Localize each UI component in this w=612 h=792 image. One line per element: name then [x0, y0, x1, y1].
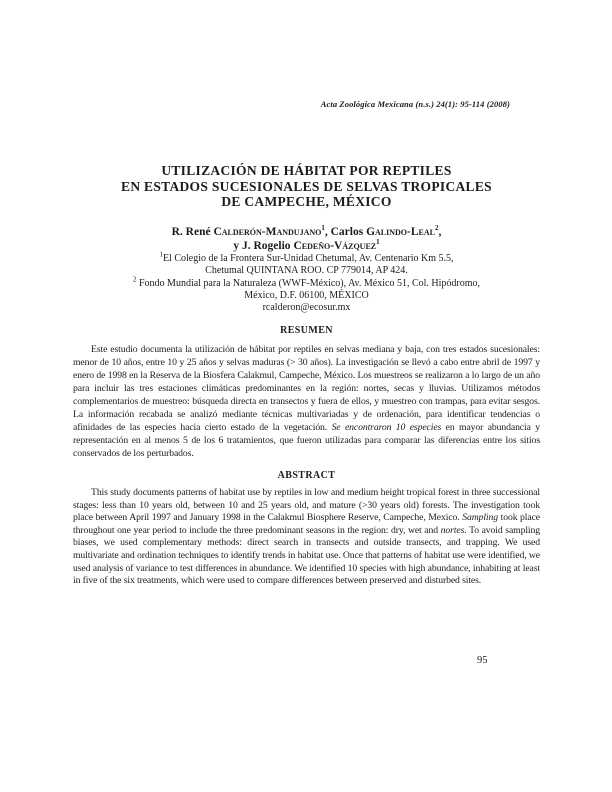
author-line-2: [73, 239, 540, 253]
title-line-2: EN ESTADOS SUCESIONALES DE SELVAS TROPICALES: [121, 178, 492, 194]
resumen-heading: RESUMEN: [280, 325, 333, 336]
journal-citation: Acta Zoológica Mexicana (n.s.) 24(1): 95-114 (2008): [320, 99, 510, 109]
author-separator: ,: [438, 226, 442, 238]
resumen-text: Este estudio documenta la utilización de hábitat por reptiles en selvas mediana y baja, con tres estados sucesionales: menor de 10 años, entre 10 y 25 años y selvas maduras (> 30 años). La investigación se llevó a cabo entre abril de 1997 y enero de 1998 en la Reserva de la Biosfera Calakmul, Campeche, México. Los muestreos se realizaron a lo largo de un año para incluir las tres estaciones climáticas predominantes en la región: nortes, secas y lluvias. Utilizamos métodos complementarios de muestreo: búsqueda directa en transectos y fuera de ellos, y muestreo con trampas, para evitar sesgos. La información recabada se analizó mediante técnicas multivariadas y de ordenación, para identificar tendencias o afinidades de las especies hacia cierto estado de la vegetación.: [73, 344, 540, 433]
author-surname: Cedeño-Vázquez: [293, 240, 377, 252]
abstract-italic-text: nortes: [440, 524, 465, 536]
affiliation-marker: 2: [132, 275, 137, 284]
affiliation-2-line-2: México, D.F. 06100, MÉXICO: [244, 289, 369, 301]
author-first-name: y J. Rogelio: [233, 240, 294, 252]
affiliation-marker: 1: [376, 238, 380, 247]
paper-title: [73, 163, 540, 210]
affiliation-text: Fondo Mundial para la Naturaleza (WWF-México), Av. México 51, Col. Hipódromo,: [136, 277, 481, 289]
author-list: [73, 225, 540, 253]
journal-header: [73, 99, 540, 109]
author-line-1: [73, 225, 540, 239]
affiliation-marker: 1: [321, 224, 325, 233]
affiliation-marker: 2: [434, 224, 439, 233]
author-first-name: R. René: [171, 226, 214, 238]
abstract-paragraph: [73, 487, 540, 588]
abstract-text: took place throughout one year period to include the three predominant seasons in the region: dry, wet and: [73, 512, 540, 536]
abstract-heading: ABSTRACT: [277, 470, 336, 481]
resumen-italic-text: Se encontraron 10 especies: [331, 422, 442, 433]
resumen-text: en mayor abundancia y representación en al menos 5 de los 6 tratamientos, que fueron utilizadas para comparar las diferencias entre los sitios conservados de los perturbados.: [73, 422, 540, 459]
abstract-italic-text: Sampling: [462, 512, 499, 524]
abstract-text: This study documents patterns of habitat use by reptiles in low and medium height tropical forest in three successional stages: less than 10 years old, between 10 and 25 years old, and mature (>30 years old) forests. The investigation took place between April 1997 and January 1998 in the Calakmul Biosphere Reserve, Campeche, Mexico.: [73, 487, 540, 524]
author-first-name: , Carlos: [324, 226, 367, 238]
affiliation-text: El Colegio de la Frontera Sur-Unidad Chetumal, Av. Centenario Km 5.5,: [162, 253, 454, 264]
author-surname: Calderón-Mandujano: [213, 226, 322, 238]
author-surname: Galindo-Leal: [366, 226, 435, 238]
title-line-1: UTILIZACIÓN DE HÁBITAT POR REPTILES: [161, 163, 452, 178]
contact-email: rcalderon@ecosur.mx: [262, 302, 351, 314]
affiliation-1-line-1: [73, 250, 540, 265]
affiliations: [73, 250, 540, 314]
page-number: 95: [477, 655, 488, 666]
affiliation-2-line-1: [73, 275, 540, 290]
affiliation-1-line-2: Chetumal QUINTANA ROO. CP 779014, AP 424.: [205, 265, 408, 277]
affiliation-marker: 1: [159, 250, 163, 259]
title-line-3: DE CAMPECHE, MÉXICO: [221, 194, 392, 209]
abstract-text: . To avoid sampling biases, we used complementary methods: direct search in transects and outside transects, and trapping. We used multivariate and ordination techniques to identify trends in habitat use. Once that patterns of habitat use were identified, we used analysis of variance to test differences in abundance. We identified 10 species with high abundance, inhabiting at least in five of the six treatments, which were used to compare differences between preserved and disturbed sites.: [73, 524, 540, 587]
resumen-paragraph: [73, 343, 540, 460]
